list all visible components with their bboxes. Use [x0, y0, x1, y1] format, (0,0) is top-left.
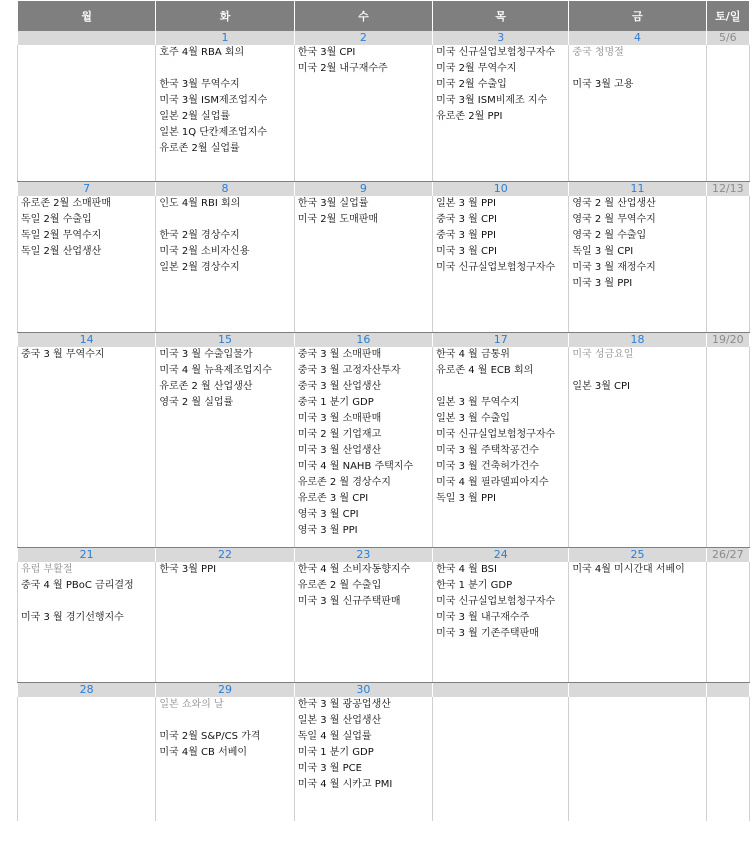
- date-cell: 24: [433, 548, 569, 563]
- event-item: 일본 3 월 산업생산: [297, 715, 382, 726]
- event-item: 미국 신규실업보험청구자수: [436, 47, 556, 58]
- day-cell: [18, 45, 156, 182]
- event-item: 독일 2월 산업생산: [21, 246, 102, 257]
- day-cell: [433, 45, 569, 182]
- day-cell: [156, 196, 294, 333]
- date-cell: 16: [294, 333, 432, 348]
- event-spacer: [18, 594, 155, 610]
- date-row: [18, 548, 750, 563]
- holiday-label: 미국 성금요일: [572, 349, 634, 360]
- event-item: 중국 3 월 산업생산: [297, 381, 382, 392]
- event-item: 한국 4 월 소비자동향지수: [297, 564, 411, 575]
- event-item: 미국 3 월 기존주택판매: [436, 628, 539, 639]
- events-row: [18, 562, 750, 683]
- event-item: 중국 3 월 소매판매: [297, 349, 382, 360]
- event-item: 미국 2월 무역수지: [436, 63, 517, 74]
- event-item: 유로존 2월 PPI: [436, 111, 503, 122]
- holiday-label: 유럽 부활절: [21, 564, 73, 575]
- date-cell: 30: [294, 683, 432, 698]
- event-item: 영국 2 월 실업률: [159, 397, 234, 408]
- weekday-header-row: [18, 1, 750, 31]
- event-item: 미국 4 월 시카고 PMI: [297, 779, 393, 790]
- day-cell: [294, 562, 432, 683]
- events-row: [18, 697, 750, 821]
- date-cell: 18: [569, 333, 706, 348]
- event-item: 미국 3월 고용: [572, 79, 634, 90]
- event-item: 중국 4 월 PBoC 금리결정: [21, 580, 134, 591]
- day-cell: [706, 196, 749, 333]
- economic-calendar: [17, 1, 750, 821]
- event-item: 미국 2월 도매판매: [297, 214, 379, 225]
- holiday-label: 중국 청명절: [572, 47, 624, 58]
- date-cell: 7: [18, 182, 156, 197]
- event-item: 미국 3 월 경기선행지수: [21, 612, 124, 623]
- day-cell: [18, 697, 156, 821]
- event-item: 한국 1 분기 GDP: [436, 580, 513, 591]
- date-cell: 23: [294, 548, 432, 563]
- day-cell: [569, 562, 706, 683]
- day-cell: [294, 697, 432, 821]
- event-item: 미국 4 월 NAHB 주택지수: [297, 461, 414, 472]
- header-tue: 화: [156, 1, 294, 31]
- event-item: 일본 3 월 PPI: [436, 198, 496, 209]
- day-cell: [569, 196, 706, 333]
- event-item: 한국 3월 PPI: [159, 564, 217, 575]
- event-item: 중국 3 월 무역수지: [21, 349, 105, 360]
- date-cell: 25: [569, 548, 706, 563]
- weekend-date-cell: 26/27: [706, 548, 749, 563]
- event-item: 유로존 4 월 ECB 회의: [436, 365, 534, 376]
- event-item: 한국 2월 경상수지: [159, 230, 240, 241]
- event-item: 미국 2월 소비자신용: [159, 246, 250, 257]
- event-item: 영국 3 월 CPI: [297, 509, 359, 520]
- event-spacer: [569, 363, 705, 379]
- event-spacer: [156, 713, 293, 729]
- holiday-label: 일본 쇼와의 날: [159, 699, 224, 710]
- event-item: 일본 3월 CPI: [572, 381, 630, 392]
- date-cell: 22: [156, 548, 294, 563]
- event-item: 독일 4 월 실업률: [297, 731, 372, 742]
- day-cell: [18, 196, 156, 333]
- day-cell: [18, 347, 156, 548]
- event-item: 인도 4월 RBI 회의: [159, 198, 241, 209]
- event-item: 유로존 2 월 산업생산: [159, 381, 253, 392]
- date-cell: 4: [569, 31, 706, 45]
- date-cell: 9: [294, 182, 432, 197]
- event-item: 미국 4월 CB 서베이: [159, 747, 248, 758]
- date-cell: [569, 683, 706, 698]
- event-item: 한국 3 월 광공업생산: [297, 699, 391, 710]
- event-item: 미국 3 월 CPI: [436, 246, 497, 257]
- weekend-date-cell: [706, 683, 749, 698]
- date-row: [18, 683, 750, 698]
- events-row: [18, 347, 750, 548]
- event-item: 유로존 2월 실업률: [159, 143, 240, 154]
- date-row: [18, 31, 750, 45]
- event-item: 미국 2 월 기업재고: [297, 429, 382, 440]
- event-item: 미국 2월 내구재수주: [297, 63, 388, 74]
- date-cell: 21: [18, 548, 156, 563]
- event-item: 미국 4 월 뉴욕제조업지수: [159, 365, 272, 376]
- event-item: 영국 2 월 수출입: [572, 230, 647, 241]
- date-cell: 10: [433, 182, 569, 197]
- event-item: 한국 4 월 금통위: [436, 349, 510, 360]
- event-item: 미국 3 월 산업생산: [297, 445, 382, 456]
- event-item: 미국 신규실업보험청구자수: [436, 262, 556, 273]
- day-cell: [706, 45, 749, 182]
- event-item: 일본 3 월 무역수지: [436, 397, 520, 408]
- event-item: 미국 3월 ISM비제조 지수: [436, 95, 548, 106]
- event-spacer: [569, 61, 705, 77]
- event-item: 독일 2월 무역수지: [21, 230, 102, 241]
- day-cell: [18, 562, 156, 683]
- day-cell: [156, 347, 294, 548]
- events-row: [18, 45, 750, 182]
- event-item: 중국 3 월 PPI: [436, 230, 496, 241]
- day-cell: [433, 347, 569, 548]
- day-cell: [433, 562, 569, 683]
- date-cell: [433, 683, 569, 698]
- date-cell: 15: [156, 333, 294, 348]
- event-item: 독일 2월 수출입: [21, 214, 92, 225]
- header-wed: 수: [294, 1, 432, 31]
- date-cell: 2: [294, 31, 432, 45]
- event-item: 한국 4 월 BSI: [436, 564, 497, 575]
- event-item: 미국 3 월 내구재수주: [436, 612, 530, 623]
- event-item: 중국 3 월 고정자산투자: [297, 365, 401, 376]
- event-item: 영국 3 월 PPI: [297, 525, 358, 536]
- event-item: 한국 3월 무역수지: [159, 79, 240, 90]
- day-cell: [156, 562, 294, 683]
- header-weekend: 토/일: [706, 1, 749, 31]
- event-item: 일본 2월 경상수지: [159, 262, 240, 273]
- event-item: 중국 3 월 CPI: [436, 214, 497, 225]
- day-cell: [706, 562, 749, 683]
- event-item: 미국 3 월 건축허가건수: [436, 461, 539, 472]
- event-item: 중국 1 분기 GDP: [297, 397, 374, 408]
- event-item: 미국 1 분기 GDP: [297, 747, 374, 758]
- event-item: 일본 3 월 수출입: [436, 413, 510, 424]
- event-item: 미국 신규실업보험청구자수: [436, 429, 556, 440]
- day-cell: [706, 347, 749, 548]
- weekend-date-cell: 12/13: [706, 182, 749, 197]
- date-cell: 8: [156, 182, 294, 197]
- date-cell: 3: [433, 31, 569, 45]
- day-cell: [294, 196, 432, 333]
- day-cell: [569, 697, 706, 821]
- event-item: 미국 3 월 소매판매: [297, 413, 382, 424]
- date-cell: 14: [18, 333, 156, 348]
- weekend-date-cell: 5/6: [706, 31, 749, 45]
- date-cell: 1: [156, 31, 294, 45]
- day-cell: [294, 347, 432, 548]
- date-row: [18, 182, 750, 197]
- event-item: 영국 2 월 무역수지: [572, 214, 656, 225]
- header-mon: 월: [18, 1, 156, 31]
- day-cell: [433, 196, 569, 333]
- event-item: 미국 2월 수출입: [436, 79, 507, 90]
- event-item: 유로존 2 월 수출입: [297, 580, 382, 591]
- event-item: 한국 3월 CPI: [297, 47, 356, 58]
- event-item: 미국 4 월 필라델피아지수: [436, 477, 549, 488]
- event-item: 영국 2 월 산업생산: [572, 198, 656, 209]
- event-spacer: [156, 212, 293, 228]
- header-fri: 금: [569, 1, 706, 31]
- day-cell: [156, 45, 294, 182]
- day-cell: [569, 347, 706, 548]
- event-item: 미국 3 월 주택착공건수: [436, 445, 539, 456]
- events-row: [18, 196, 750, 333]
- event-item: 한국 3월 실업률: [297, 198, 369, 209]
- calendar-body: [18, 31, 750, 821]
- event-item: 미국 2월 S&P/CS 가격: [159, 731, 261, 742]
- event-item: 독일 3 월 PPI: [436, 493, 496, 504]
- day-cell: [706, 697, 749, 821]
- date-row: [18, 333, 750, 348]
- header-thu: 목: [433, 1, 569, 31]
- event-item: 유로존 3 월 CPI: [297, 493, 369, 504]
- event-item: 미국 3 월 신규주택판매: [297, 596, 401, 607]
- event-item: 미국 3 월 재정수지: [572, 262, 656, 273]
- event-item: 독일 3 월 CPI: [572, 246, 634, 257]
- event-item: 유로존 2월 소매판매: [21, 198, 111, 209]
- date-cell: 11: [569, 182, 706, 197]
- event-item: 호주 4월 RBA 회의: [159, 47, 245, 58]
- event-item: 미국 신규실업보험청구자수: [436, 596, 556, 607]
- day-cell: [433, 697, 569, 821]
- date-cell: 17: [433, 333, 569, 348]
- date-cell: [18, 31, 156, 45]
- event-item: 유로존 2 월 경상수지: [297, 477, 391, 488]
- event-item: 미국 3 월 PCE: [297, 763, 362, 774]
- event-spacer: [156, 61, 293, 77]
- day-cell: [294, 45, 432, 182]
- event-item: 일본 2월 실업률: [159, 111, 231, 122]
- event-item: 미국 3월 ISM제조업지수: [159, 95, 268, 106]
- event-spacer: [433, 379, 568, 395]
- event-item: 미국 3 월 PPI: [572, 278, 633, 289]
- date-cell: 28: [18, 683, 156, 698]
- date-cell: 29: [156, 683, 294, 698]
- event-item: 일본 1Q 단칸제조업지수: [159, 127, 267, 138]
- day-cell: [569, 45, 706, 182]
- event-item: 미국 3 월 수출입물가: [159, 349, 253, 360]
- weekend-date-cell: 19/20: [706, 333, 749, 348]
- event-item: 미국 4월 미시간대 서베이: [572, 564, 685, 575]
- day-cell: [156, 697, 294, 821]
